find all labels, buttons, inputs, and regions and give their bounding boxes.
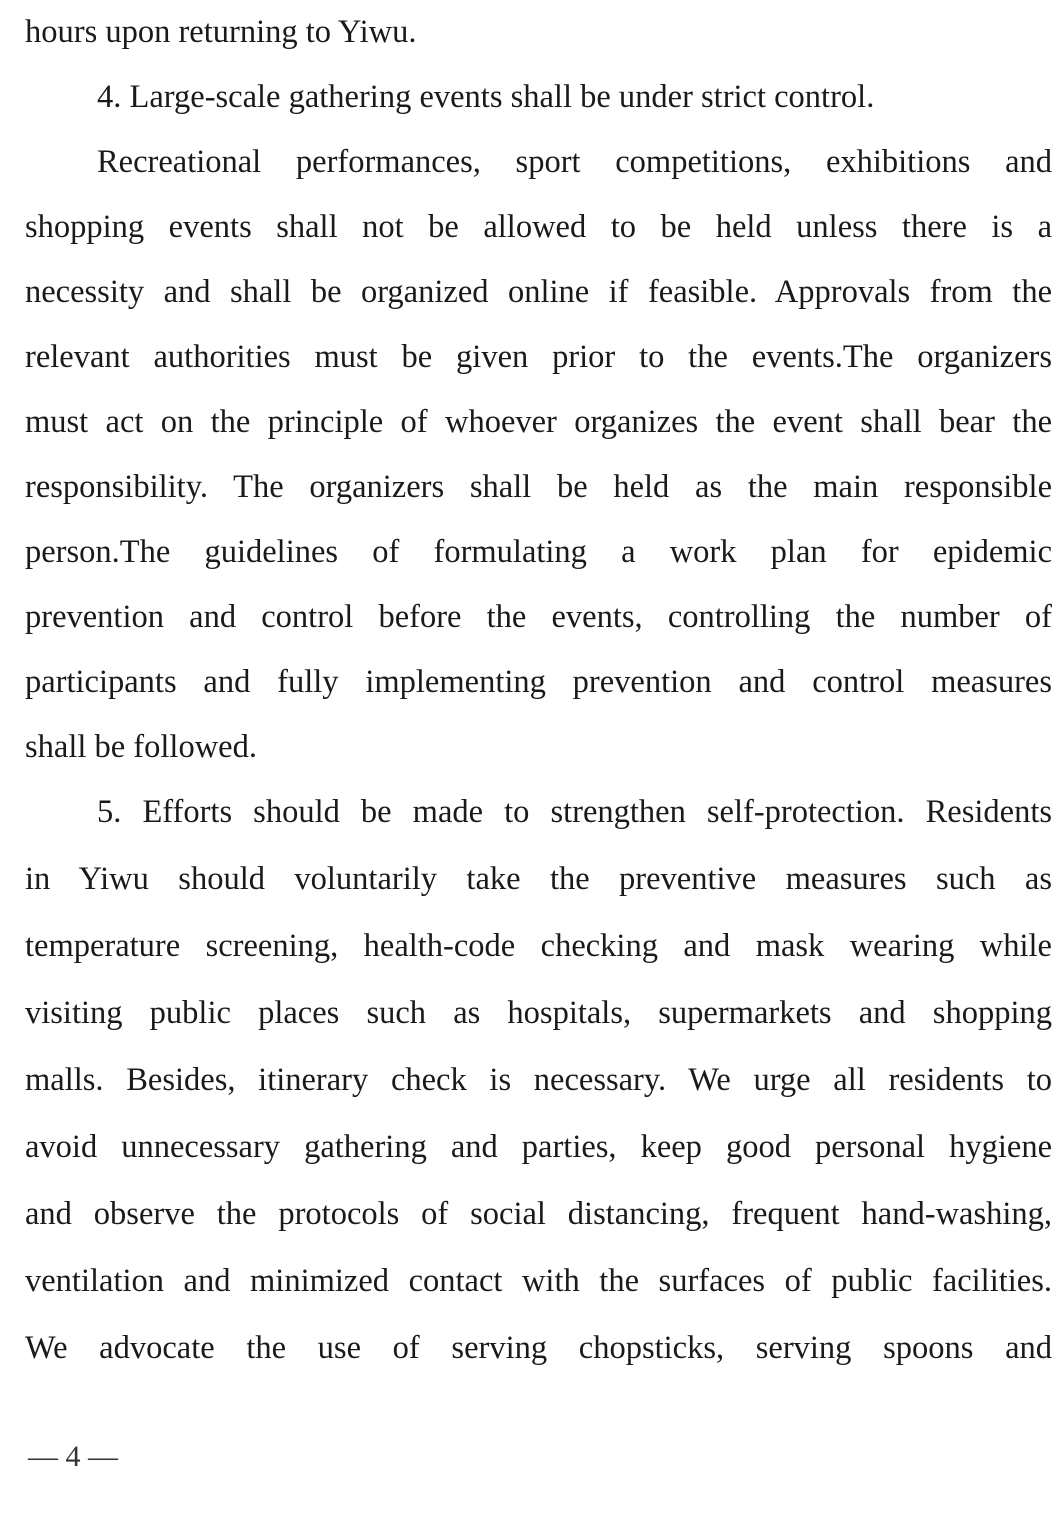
text-line: We advocate the use of serving chopsticks, serving spoons and bbox=[25, 1330, 1052, 1366]
text-line: necessity and shall be organized online if feasible. Approvals from the bbox=[25, 274, 1052, 310]
text-line: hours upon returning to Yiwu. bbox=[25, 14, 417, 50]
text-line: temperature screening, health-code checking and mask wearing while bbox=[25, 928, 1052, 964]
page-number: — 4 — bbox=[28, 1440, 118, 1473]
text-line: in Yiwu should voluntarily take the preventive measures such as bbox=[25, 861, 1052, 897]
text-line: participants and fully implementing prevention and control measures bbox=[25, 664, 1052, 700]
text-line: malls. Besides, itinerary check is necessary. We urge all residents to bbox=[25, 1062, 1052, 1098]
text-line: shall be followed. bbox=[25, 729, 257, 765]
text-line: Recreational performances, sport competitions, exhibitions and bbox=[97, 144, 1052, 180]
text-line: visiting public places such as hospitals, supermarkets and shopping bbox=[25, 995, 1052, 1031]
text-line: person.The guidelines of formulating a work plan for epidemic bbox=[25, 534, 1052, 570]
section-heading-5: 5. Efforts should be made to strengthen self-protection. Residents bbox=[97, 794, 1052, 830]
text-line: avoid unnecessary gathering and parties, keep good personal hygiene bbox=[25, 1129, 1052, 1165]
text-line: prevention and control before the events, controlling the number of bbox=[25, 599, 1052, 635]
text-line: relevant authorities must be given prior to the events.The organizers bbox=[25, 339, 1052, 375]
text-line: ventilation and minimized contact with the surfaces of public facilities. bbox=[25, 1263, 1052, 1299]
text-line: must act on the principle of whoever organizes the event shall bear the bbox=[25, 404, 1052, 440]
text-line: shopping events shall not be allowed to be held unless there is a bbox=[25, 209, 1052, 245]
text-line: responsibility. The organizers shall be held as the main responsible bbox=[25, 469, 1052, 505]
text-line: and observe the protocols of social distancing, frequent hand-washing, bbox=[25, 1196, 1052, 1232]
section-heading-4: 4. Large-scale gathering events shall be under strict control. bbox=[97, 79, 875, 115]
